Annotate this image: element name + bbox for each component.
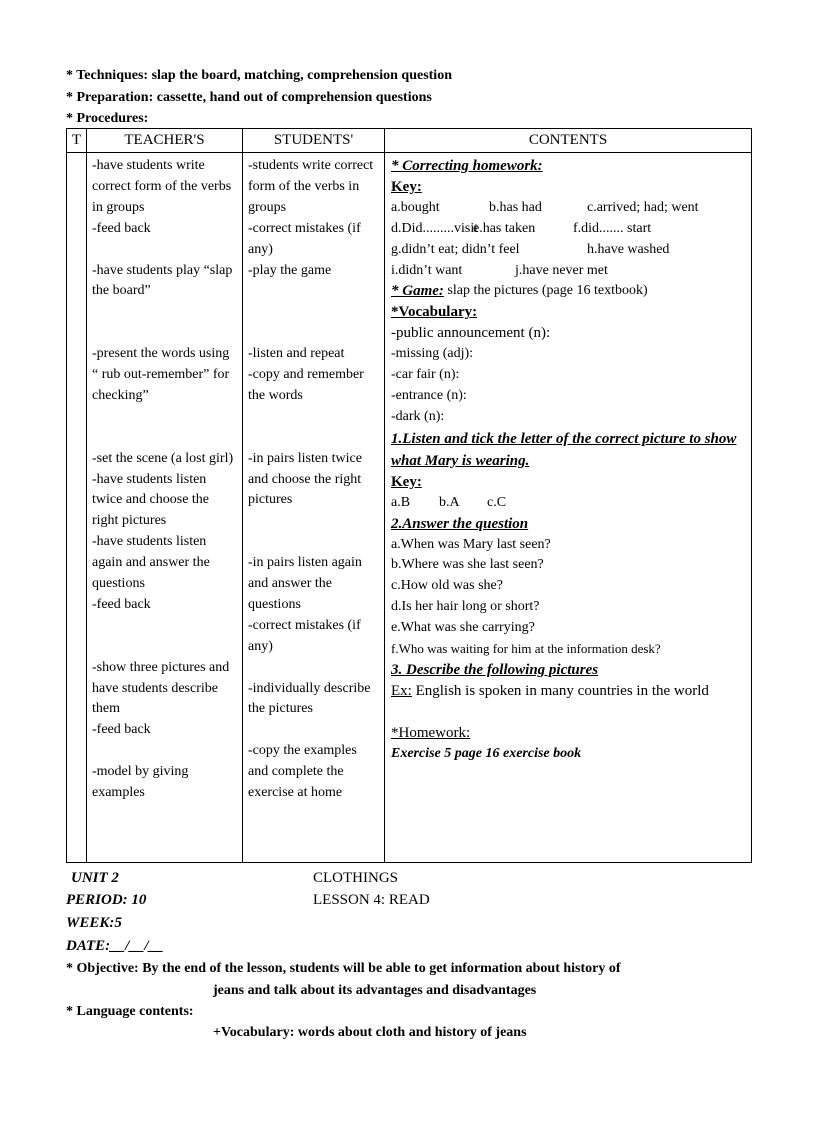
key-item: a.bought (391, 199, 440, 215)
key2-label: Key: (391, 473, 422, 490)
vocabulary-heading: *Vocabulary: (391, 304, 478, 321)
vocabulary-line: +Vocabulary: words about cloth and history of jeans (213, 1025, 527, 1040)
vocab-item: -public announcement (n): (391, 325, 551, 342)
time-cell (67, 153, 87, 863)
vocab-item: -dark (n): (391, 408, 445, 424)
student-step: -in pairs listen twice and choose the right pictures (248, 450, 362, 508)
student-step: -copy the examples and complete the exercise at home (248, 743, 357, 801)
teacher-step: -have students listen again and answer the questions (92, 534, 210, 592)
teacher-step: -have students play “slap the board” (92, 262, 233, 299)
week-label: WEEK:5 (66, 915, 122, 931)
homework-text: Exercise 5 page 16 exercise book (391, 745, 582, 761)
date-label: DATE:__/__/__ (66, 938, 164, 954)
question-item: e.What was she carrying? (391, 620, 535, 636)
example-text: English is spoken in many countries in the world (411, 682, 709, 699)
students-column (243, 153, 385, 863)
lesson-title: LESSON 4: READ (313, 892, 430, 908)
teacher-step: -have students listen twice and choose the right pictures (92, 471, 210, 529)
listen-task-heading: 1.Listen and tick the letter of the correct picture to show what Mary is wearing. (391, 430, 737, 469)
question-item: c.How old was she? (391, 578, 503, 594)
unit-title: CLOTHINGS (313, 870, 398, 886)
teacher-step: -have students write correct form of the verbs in groups (92, 158, 232, 215)
correcting-homework-heading: * Correcting homework: (391, 158, 543, 174)
col-header-t: T (67, 129, 87, 153)
preparation-line: * Preparation: cassette, hand out of comprehension questions (66, 90, 432, 105)
student-step: -students write correct form of the verbs in groups (248, 158, 374, 215)
procedures-table (66, 128, 752, 863)
key2-item: b.A (439, 494, 460, 510)
student-step: -copy and remember the words (248, 367, 364, 403)
key-item: e.has taken (473, 220, 536, 236)
period-label: PERIOD: 10 (66, 892, 147, 908)
game-label: * Game: (391, 283, 444, 300)
vocab-item: -car fair (n): (391, 367, 460, 383)
techniques-line: * Techniques: slap the board, matching, comprehension question (66, 68, 452, 83)
vocab-item: -entrance (n): (391, 387, 467, 403)
teacher-step: -show three pictures and have students describe them (92, 659, 230, 717)
key-item: b.has had (489, 199, 542, 215)
col-header-contents: CONTENTS (385, 129, 752, 153)
question-item: f.Who was waiting for him at the information desk? (391, 641, 661, 657)
language-contents-line: * Language contents: (66, 1004, 194, 1019)
procedures-line: * Procedures: (66, 111, 149, 126)
student-step: -individually describe the pictures (248, 680, 371, 717)
question-item: b.Where was she last seen? (391, 557, 544, 573)
key-item: f.did....... start (573, 220, 652, 236)
col-header-teacher: TEACHER'S (87, 129, 243, 153)
key-item: h.have washed (587, 241, 670, 257)
key-item: j.have never met (515, 262, 608, 278)
example-label: Ex: (391, 682, 412, 699)
homework-heading: *Homework: (391, 724, 471, 741)
key-label: Key: (391, 178, 422, 195)
student-step: -play the game (248, 262, 332, 278)
key2-item: a.B (391, 494, 411, 510)
question-item: a.When was Mary last seen? (391, 536, 551, 552)
teacher-column (87, 153, 243, 863)
describe-task-heading: 3. Describe the following pictures (391, 661, 599, 678)
teacher-step: -feed back (92, 722, 151, 738)
key2-item: c.C (487, 494, 507, 510)
key-item: c.arrived; had; went (587, 199, 699, 215)
teacher-step: -set the scene (a lost girl) (92, 450, 234, 466)
student-step: -listen and repeat (248, 346, 345, 362)
student-step: -correct mistakes (if any) (248, 220, 361, 257)
game-text: slap the pictures (page 16 textbook) (443, 283, 648, 299)
teacher-step: -feed back (92, 596, 151, 612)
question-item: d.Is her hair long or short? (391, 599, 540, 615)
answer-task-heading: 2.Answer the question (391, 515, 529, 532)
objective-line: * Objective: By the end of the lesson, students will be able to get information about history of (66, 961, 621, 976)
teacher-step: -model by giving examples (92, 764, 189, 801)
teacher-step: -present the words using “ rub out-remember” for checking” (92, 346, 230, 403)
teacher-step: -feed back (92, 220, 151, 236)
student-step: -correct mistakes (if any) (248, 617, 361, 654)
key-item: d.Did.........visit (391, 220, 479, 236)
col-header-students: STUDENTS' (243, 129, 385, 153)
vocab-item: -missing (adj): (391, 346, 474, 362)
contents-column (385, 153, 752, 863)
objective-line-cont: jeans and talk about its advantages and disadvantages (213, 983, 537, 998)
unit-label: UNIT 2 (71, 870, 119, 886)
student-step: -in pairs listen again and answer the questions (248, 555, 362, 612)
key-item: g.didn’t eat; didn’t feel (391, 241, 520, 257)
key-item: i.didn’t want (391, 262, 463, 278)
